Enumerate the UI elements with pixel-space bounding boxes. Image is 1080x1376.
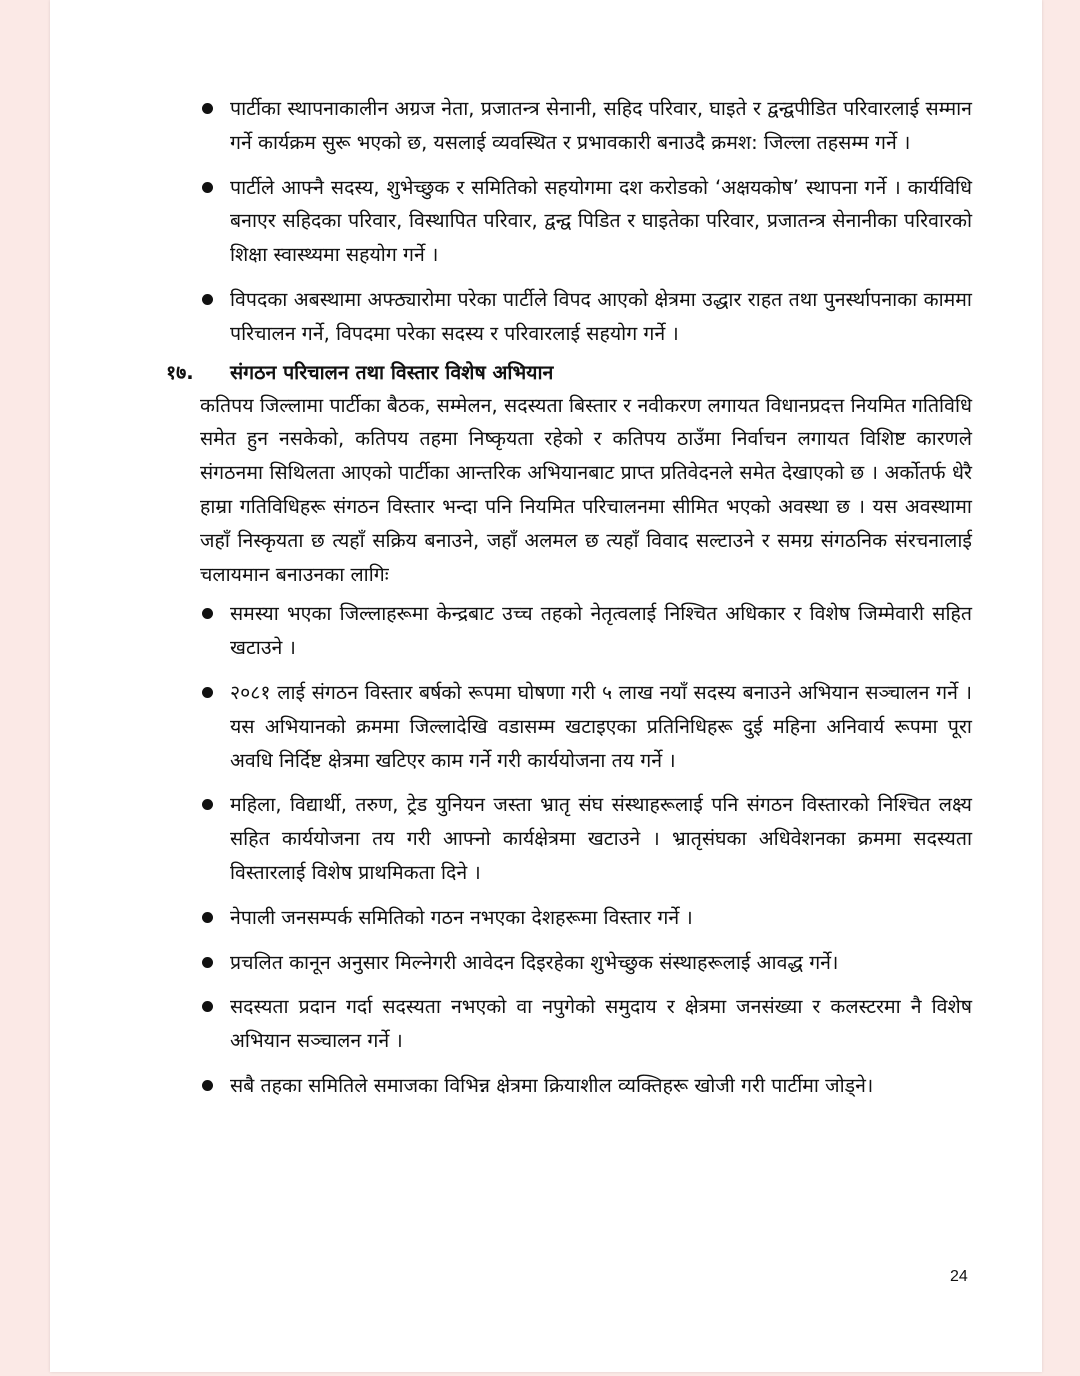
list-item: [200, 597, 972, 665]
bullet-text: २०८१ लाई संगठन विस्तार बर्षको रूपमा घोषणा गरी ५ लाख नयाँ सदस्य बनाउने अभियान सञ्चालन गर्ने । यस अभियानको क्रममा जिल्लादेखि वडासम्म खटाइएका प्रतिनिधिहरू दुई महिना अनिवार्य रूपमा पूरा अवधि निर्दिष्ट क्षेत्रमा खटिएर काम गर्ने गरी कार्ययोजना तय गर्ने ।: [230, 680, 972, 772]
bullet-icon: [202, 182, 213, 193]
bullet-text: पार्टीले आफ्नै सदस्य, शुभेच्छुक र समितिको सहयोगमा दश करोडको ‘अक्षयकोष’ स्थापना गर्ने । कार्यविधि बनाएर सहिदका परिवार, विस्थापित परिवार, द्वन्द्व पिडित र घाइतेका परिवार, प्रजातन्त्र सेनानीका परिवारको शिक्षा स्वास्थ्यमा सहयोग गर्ने ।: [230, 175, 972, 267]
bullet-icon: [202, 1080, 213, 1091]
list-item: [200, 283, 972, 351]
bullet-list-top: [200, 92, 972, 351]
list-item: [200, 901, 972, 935]
bullet-icon: [202, 608, 213, 619]
bullet-text: विपदका अबस्थामा अफ्ठ्यारोमा परेका पार्टीले विपद आएको क्षेत्रमा उद्धार राहत तथा पुनर्स्थापनाका काममा परिचालन गर्ने, विपदमा परेका सदस्य र परिवारलाई सहयोग गर्ने ।: [230, 287, 972, 345]
bullet-icon: [202, 1001, 213, 1012]
bullet-text: सबै तहका समितिले समाजका विभिन्न क्षेत्रमा क्रियाशील व्यक्तिहरू खोजी गरी पार्टीमा जोड्ने।: [230, 1073, 874, 1097]
list-item: [200, 92, 972, 160]
bullet-text: समस्या भएका जिल्लाहरूमा केन्द्रबाट उच्च तहको नेतृत्वलाई निश्चित अधिकार र विशेष जिम्मेवारी सहित खटाउने ।: [230, 602, 972, 660]
bullet-text: महिला, विद्यार्थी, तरुण, ट्रेड युनियन जस्ता भ्रातृ संघ संस्थाहरूलाई पनि संगठन विस्तारको निश्चित लक्ष्य सहित कार्ययोजना तय गरी आफ्नो कार्यक्षेत्रमा खटाउने । भ्रातृसंघका अधिवेशनका क्रममा सदस्यता विस्तारलाई विशेष प्राथमिकता दिने ।: [230, 793, 972, 884]
bullet-icon: [202, 294, 213, 305]
bullet-text: पार्टीका स्थापनाकालीन अग्रज नेता, प्रजातन्त्र सेनानी, सहिद परिवार, घाइते र द्वन्द्वपीडित परिवारलाई सम्मान गर्ने कार्यक्रम सुरू भएको छ, यसलाई व्यवस्थित र प्रभावकारी बनाउदै क्रमश: जिल्ला तहसम्म गर्ने ।: [230, 97, 972, 154]
bullet-list-bottom: [200, 597, 972, 1102]
section-number: १७.: [166, 360, 194, 384]
bullet-icon: [202, 957, 213, 968]
bullet-text: प्रचलित कानून अनुसार मिल्नेगरी आवेदन दिइरहेका शुभेच्छुक संस्थाहरूलाई आवद्ध गर्ने।: [230, 950, 839, 974]
bullet-icon: [202, 687, 213, 698]
bullet-text: नेपाली जनसम्पर्क समितिको गठन नभएका देशहरूमा विस्तार गर्ने ।: [230, 905, 693, 929]
list-item: [200, 788, 972, 889]
list-item: [200, 1069, 972, 1103]
list-item: [200, 171, 972, 272]
page-content: [166, 92, 972, 1114]
section-paragraph: कतिपय जिल्लामा पार्टीका बैठक, सम्मेलन, सदस्यता बिस्तार र नवीकरण लगायत विधानप्रदत्त नियमित गतिविधि समेत हुन नसकेको, कतिपय तहमा निष्कृयता रहेको र कतिपय ठाउँमा निर्वाचन लगायत विशिष्ट कारणले संगठनमा सिथिलता आएको पार्टीका आन्तरिक अभियानबाट प्राप्त प्रतिवेदनले समेत देखाएको छ । अर्कोतर्फ धेरै हाम्रा गतिविधिहरू संगठन विस्तार भन्दा पनि नियमित परिचालनमा सीमित भएको अवस्था छ । यस अवस्थामा जहाँ निस्कृयता छ त्यहाँ सक्रिय बनाउने, जहाँ अलमल छ त्यहाँ विवाद सल्टाउने र समग्र संगठनिक संरचनालाई चलायमान बनाउनका लागिः: [200, 393, 972, 586]
section-title: संगठन परिचालन तथा विस्तार विशेष अभियान: [230, 360, 554, 384]
section-heading: [166, 356, 972, 389]
bullet-text: सदस्यता प्रदान गर्दा सदस्यता नभएको वा नपुगेको समुदाय र क्षेत्रमा जनसंख्या र कलस्टरमा नै विशेष अभियान सञ्चालन गर्ने ।: [230, 995, 972, 1053]
document-page: [50, 0, 1042, 1372]
list-item: [200, 990, 972, 1058]
page-number: 24: [950, 1268, 968, 1285]
list-item: [200, 946, 972, 980]
bullet-icon: [202, 912, 213, 923]
bullet-icon: [202, 103, 213, 114]
bullet-icon: [202, 799, 213, 810]
list-item: [200, 676, 972, 777]
